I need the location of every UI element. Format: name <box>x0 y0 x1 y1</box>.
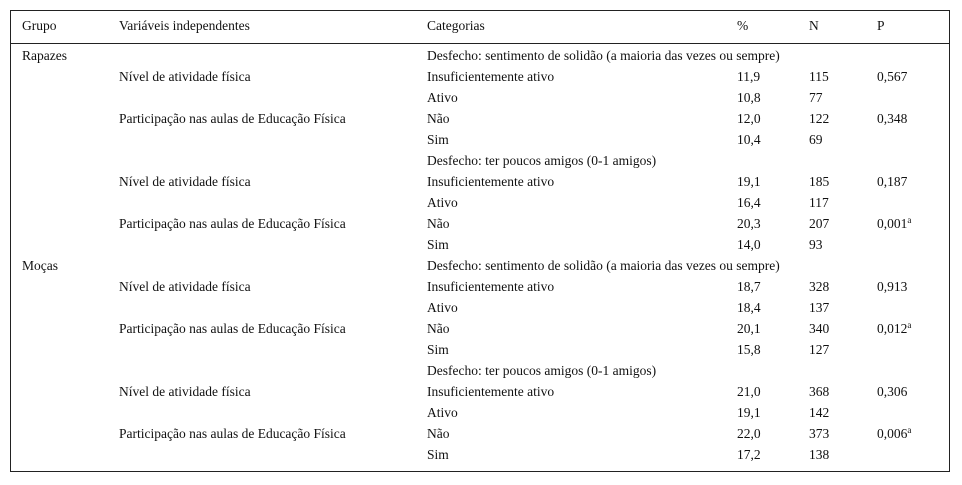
cell-pct: 20,3 <box>737 216 761 231</box>
cell-categoria: Desfecho: ter poucos amigos (0-1 amigos) <box>427 153 657 168</box>
table-row <box>11 192 949 213</box>
cell-categoria: Ativo <box>427 90 458 105</box>
cell-p: 0,187 <box>877 174 908 189</box>
cell-n: 117 <box>809 195 829 210</box>
cell-n: 368 <box>809 384 830 399</box>
cell-p: 0,913 <box>877 279 908 294</box>
cell-pct: 19,1 <box>737 405 761 420</box>
cell-n: 142 <box>809 405 830 420</box>
cell-categoria: Não <box>427 321 450 336</box>
cell-categoria: Sim <box>427 237 449 252</box>
cell-categoria: Não <box>427 426 450 441</box>
cell-grupo: Rapazes <box>22 48 67 63</box>
table-row <box>11 318 949 339</box>
cell-categoria: Ativo <box>427 300 458 315</box>
table-row <box>11 45 949 66</box>
cell-categoria: Não <box>427 216 450 231</box>
table-row <box>11 213 949 234</box>
cell-variavel: Participação nas aulas de Educação Física <box>119 216 346 231</box>
table-row <box>11 255 949 276</box>
cell-categoria: Insuficientemente ativo <box>427 174 555 189</box>
cell-p: 0,567 <box>877 69 908 84</box>
table-row <box>11 381 949 402</box>
cell-variavel: Nível de atividade física <box>119 279 251 294</box>
cell-n: 127 <box>809 342 830 357</box>
cell-n: 207 <box>809 216 830 231</box>
cell-variavel: Nível de atividade física <box>119 384 251 399</box>
cell-n: 185 <box>809 174 830 189</box>
cell-p: 0,001$^a$ <box>877 215 912 231</box>
cell-categoria: Ativo <box>427 195 458 210</box>
cell-p: 0,306 <box>877 384 908 399</box>
cell-n: 115 <box>809 69 829 84</box>
cell-variavel: Nível de atividade física <box>119 174 251 189</box>
cell-variavel: Participação nas aulas de Educação Física <box>119 111 346 126</box>
header-p: P <box>877 18 885 33</box>
cell-categoria: Sim <box>427 447 449 462</box>
table-row <box>11 423 949 444</box>
cell-n: 77 <box>809 90 823 105</box>
cell-pct: 14,0 <box>737 237 761 252</box>
cell-categoria: Desfecho: sentimento de solidão (a maioria das vezes ou sempre) <box>427 48 780 63</box>
header-n: N <box>809 18 819 33</box>
cell-categoria: Insuficientemente ativo <box>427 69 555 84</box>
cell-categoria: Sim <box>427 132 449 147</box>
cell-grupo: Moças <box>22 258 58 273</box>
cell-pct: 20,1 <box>737 321 761 336</box>
cell-n: 122 <box>809 111 830 126</box>
cell-categoria: Não <box>427 111 450 126</box>
cell-n: 69 <box>809 132 823 147</box>
table-row <box>11 297 949 318</box>
cell-pct: 10,8 <box>737 90 761 105</box>
table-row <box>11 87 949 108</box>
table-header <box>11 11 949 43</box>
cell-pct: 16,4 <box>737 195 761 210</box>
header-variaveis: Variáveis independentes <box>119 18 250 33</box>
significance-mark: a <box>907 425 912 435</box>
table-row <box>11 234 949 255</box>
table-row <box>11 129 949 150</box>
table-row <box>11 66 949 87</box>
cell-categoria: Insuficientemente ativo <box>427 384 555 399</box>
cell-variavel: Participação nas aulas de Educação Física <box>119 426 346 441</box>
cell-variavel: Participação nas aulas de Educação Física <box>119 321 346 336</box>
data-table <box>10 10 950 472</box>
cell-pct: 22,0 <box>737 426 761 441</box>
header-categorias: Categorias <box>427 18 485 33</box>
table-row <box>11 108 949 129</box>
cell-variavel: Nível de atividade física <box>119 69 251 84</box>
cell-pct: 18,4 <box>737 300 761 315</box>
table-row <box>11 150 949 171</box>
header-pct: % <box>737 18 749 33</box>
cell-p: 0,012$^a$ <box>877 320 912 336</box>
cell-pct: 17,2 <box>737 447 761 462</box>
cell-pct: 11,9 <box>737 69 761 84</box>
cell-categoria: Desfecho: sentimento de solidão (a maioria das vezes ou sempre) <box>427 258 780 273</box>
table-row <box>11 402 949 423</box>
table-row <box>11 339 949 360</box>
cell-n: 328 <box>809 279 830 294</box>
cell-categoria: Insuficientemente ativo <box>427 279 555 294</box>
cell-pct: 19,1 <box>737 174 761 189</box>
cell-pct: 15,8 <box>737 342 761 357</box>
cell-n: 340 <box>809 321 830 336</box>
table-row <box>11 360 949 381</box>
cell-n: 138 <box>809 447 830 462</box>
significance-mark: a <box>907 320 912 330</box>
cell-pct: 10,4 <box>737 132 761 147</box>
header-grupo: Grupo <box>22 18 57 33</box>
cell-pct: 21,0 <box>737 384 761 399</box>
cell-categoria: Sim <box>427 342 449 357</box>
cell-n: 93 <box>809 237 823 252</box>
cell-n: 137 <box>809 300 830 315</box>
cell-p: 0,348 <box>877 111 908 126</box>
cell-categoria: Ativo <box>427 405 458 420</box>
significance-mark: a <box>907 215 912 225</box>
header-divider <box>11 43 949 44</box>
cell-n: 373 <box>809 426 830 441</box>
table-row <box>11 276 949 297</box>
cell-p: 0,006$^a$ <box>877 425 912 441</box>
cell-pct: 12,0 <box>737 111 761 126</box>
cell-pct: 18,7 <box>737 279 761 294</box>
cell-categoria: Desfecho: ter poucos amigos (0-1 amigos) <box>427 363 657 378</box>
table-row <box>11 171 949 192</box>
table-row <box>11 444 949 465</box>
